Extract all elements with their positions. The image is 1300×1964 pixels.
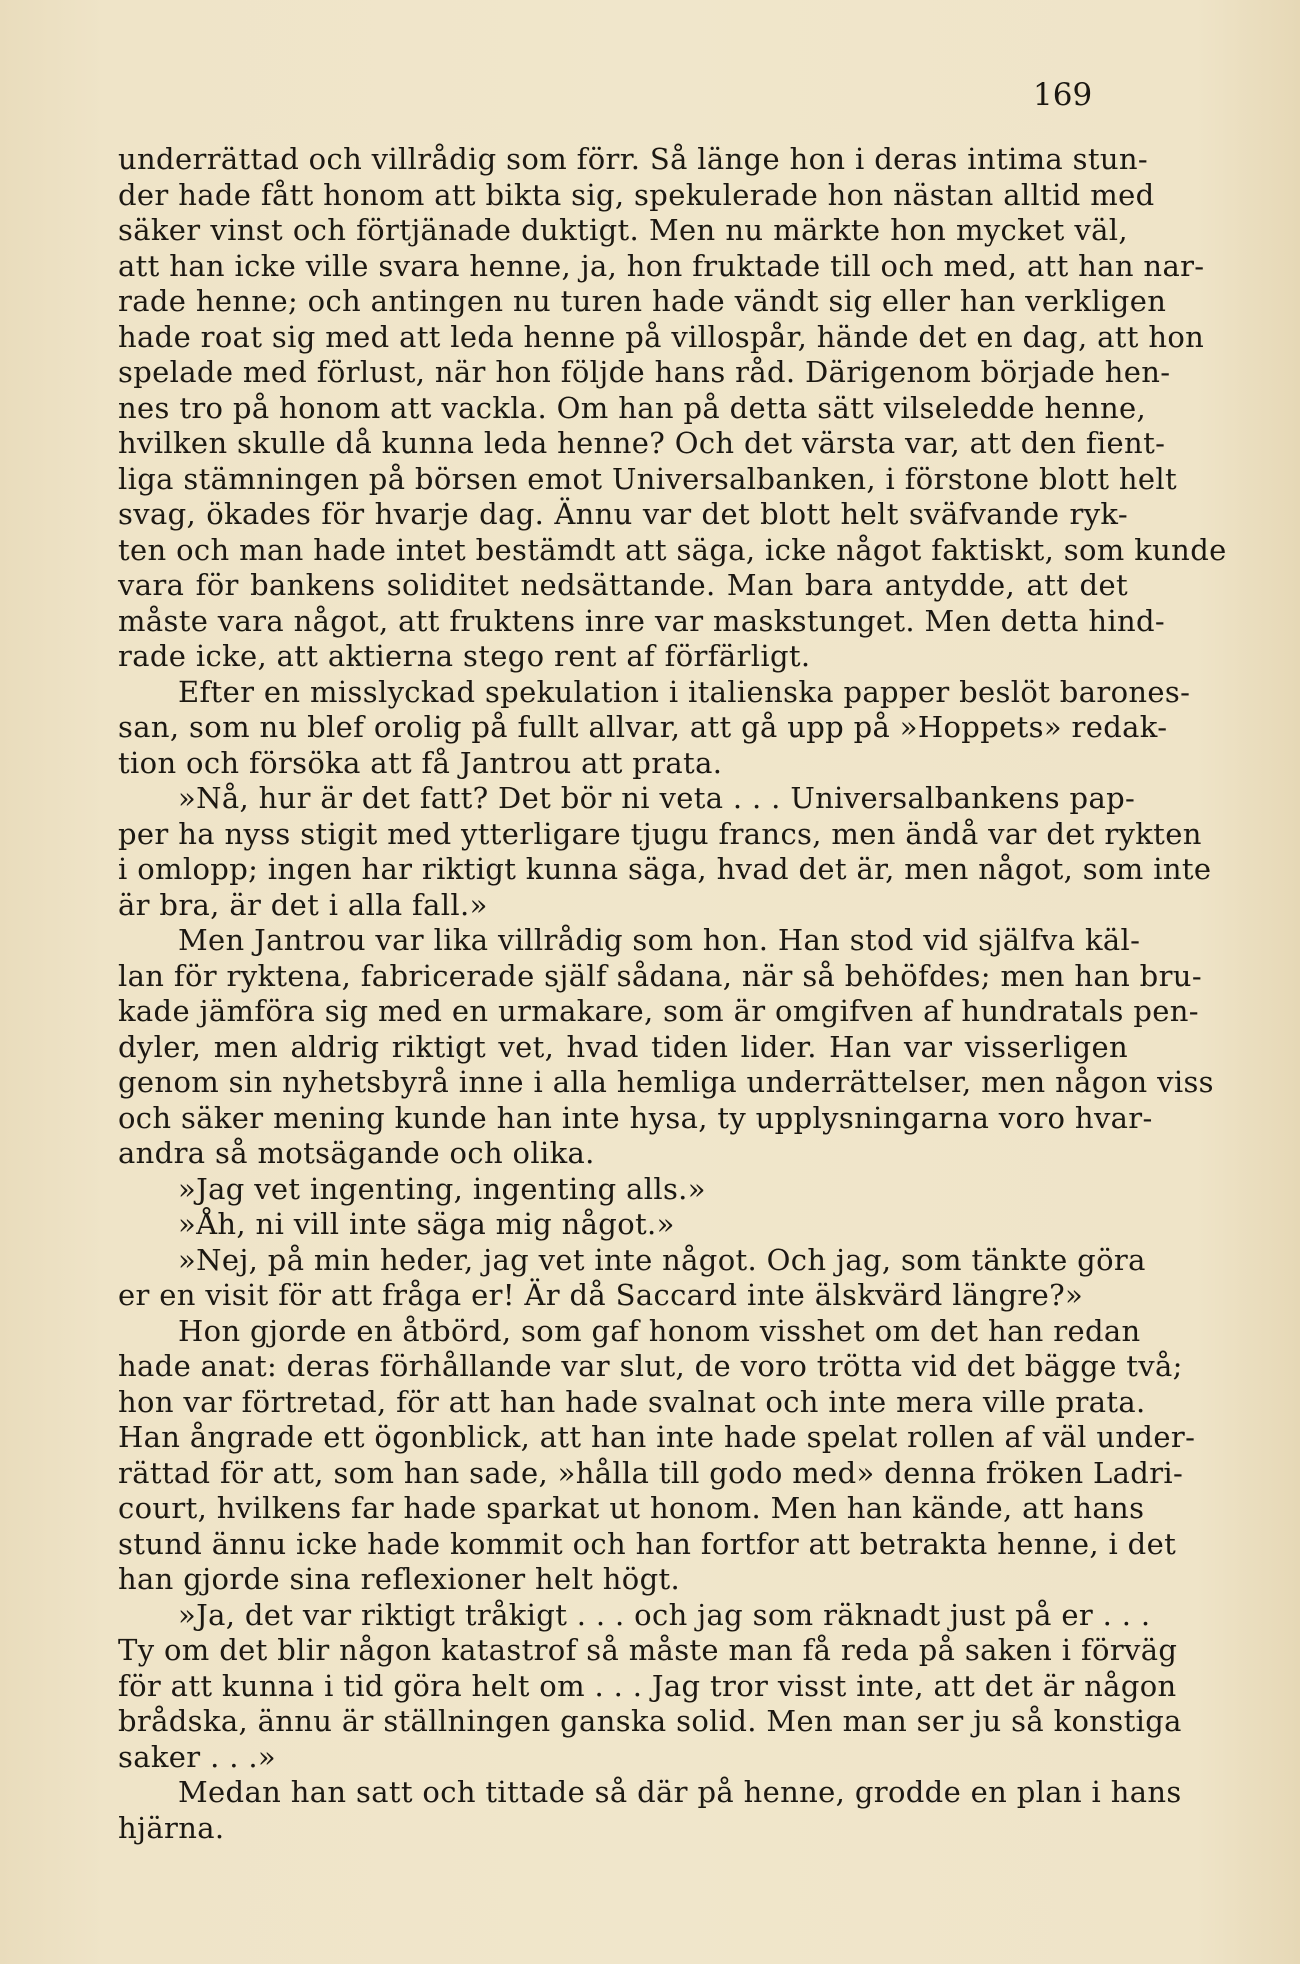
page-body-text xyxy=(118,142,1227,1846)
text-line: »Åh, ni vill inte säga mig något.» xyxy=(178,1207,675,1241)
text-line: per ha nyss stigit med ytterligare tjugu francs, men ändå var det rykten xyxy=(118,816,1202,851)
text-line: rättad för att, som han sade, »hålla till godo med» denna fröken Ladri- xyxy=(118,1455,1184,1490)
text-line: genom sin nyhetsbyrå inne i alla hemliga underrättelser, men någon viss xyxy=(118,1065,1214,1099)
text-line: måste vara något, att fruktens inre var maskstunget. Men detta hind- xyxy=(118,603,1166,638)
text-line: ten och man hade intet bestämdt att säga, icke något faktiskt, som kunde xyxy=(118,532,1227,567)
text-line: hjärna. xyxy=(118,1810,225,1845)
text-line: brådska, ännu är ställningen ganska solid. Men man ser ju så konstiga xyxy=(118,1704,1182,1738)
text-line: hvilken skulle då kunna leda henne? Och det värsta var, att den fient- xyxy=(118,426,1166,460)
text-line: dyler, men aldrig riktigt vet, hvad tiden lider. Han var visserligen xyxy=(118,1029,1128,1064)
text-line: underrättad och villrådig som förr. Så länge hon i deras intima stun- xyxy=(118,142,1149,176)
text-line: der hade fått honom att bikta sig, spekulerade hon nästan alltid med xyxy=(118,177,1155,212)
text-line: hade roat sig med att leda henne på villospår, hände det en dag, att hon xyxy=(118,319,1205,354)
text-line: Efter en misslyckad spekulation i italienska papper beslöt barones- xyxy=(178,674,1191,709)
text-line: svag, ökades för hvarje dag. Ännu var det blott helt sväfvande ryk- xyxy=(118,497,1128,531)
text-line: och säker mening kunde han inte hysa, ty upplysningarna voro hvar- xyxy=(118,1100,1153,1135)
page-number: 169 xyxy=(1033,77,1093,113)
text-line: rade henne; och antingen nu turen hade vändt sig eller han verkligen xyxy=(118,284,1167,318)
text-line: hon var förtretad, för att han hade svalnat och inte mera ville prata. xyxy=(118,1384,1146,1419)
text-line: Han ångrade ett ögonblick, att han inte hade spelat rollen af väl under- xyxy=(118,1420,1196,1454)
text-line: court, hvilkens far hade sparkat ut honom. Men han kände, att hans xyxy=(118,1491,1145,1525)
text-line: »Nej, på min heder, jag vet inte något. Och jag, som tänkte göra xyxy=(178,1242,1146,1277)
text-line: »Ja, det var riktigt tråkigt . . . och jag som räknadt just på er . . . xyxy=(178,1597,1151,1632)
text-line: rade icke, att aktierna stego rent af förfärligt. xyxy=(118,639,811,673)
text-line: hade anat: deras förhållande var slut, de voro trötta vid det bägge två; xyxy=(118,1349,1183,1383)
text-line: tion och försöka att få Jantrou att prata. xyxy=(118,745,723,780)
text-line: saker . . .» xyxy=(118,1739,277,1774)
text-line: vara för bankens soliditet nedsättande. Man bara antydde, att det xyxy=(118,568,1128,602)
text-line: lan för ryktena, fabricerade själf sådana, när så behöfdes; men han bru- xyxy=(118,958,1202,993)
text-line: spelade med förlust, när hon följde hans råd. Därigenom började hen- xyxy=(118,355,1171,389)
text-line: Ty om det blir någon katastrof så måste man få reda på saken i förväg xyxy=(118,1633,1178,1667)
text-line: Medan han satt och tittade så där på henne, grodde en plan i hans xyxy=(178,1775,1182,1809)
text-line: kade jämföra sig med en urmakare, som är omgifven af hundratals pen- xyxy=(118,994,1199,1028)
text-line: säker vinst och förtjänade duktigt. Men nu märkte hon mycket väl, xyxy=(118,213,1128,247)
text-line: er en visit för att fråga er! Är då Saccard inte älskvärd längre?» xyxy=(118,1278,1084,1312)
text-line: liga stämningen på börsen emot Universalbanken, i förstone blott helt xyxy=(118,461,1178,496)
text-line: san, som nu blef orolig på fullt allvar, att gå upp på »Hoppets» redak- xyxy=(118,710,1168,744)
text-line: i omlopp; ingen har riktigt kunna säga, hvad det är, men något, som inte xyxy=(118,852,1212,886)
text-line: Men Jantrou var lika villrådig som hon. Han stod vid själfva käl- xyxy=(178,923,1141,957)
text-line: »Jag vet ingenting, ingenting alls.» xyxy=(178,1171,706,1206)
text-line: han gjorde sina reflexioner helt högt. xyxy=(118,1562,681,1596)
text-line: Hon gjorde en åtbörd, som gaf honom visshet om det han redan xyxy=(178,1313,1141,1348)
text-line: att han icke ville svara henne, ja, hon fruktade till och med, att han nar- xyxy=(118,248,1205,283)
text-line: »Nå, hur är det fatt? Det bör ni veta . . . Universalbankens pap- xyxy=(178,781,1136,815)
text-line: för att kunna i tid göra helt om . . . Jag tror visst inte, att det är någon xyxy=(118,1668,1177,1703)
text-line: nes tro på honom att vackla. Om han på detta sätt vilseledde henne, xyxy=(118,390,1147,425)
text-line: stund ännu icke hade kommit och han fortfor att betrakta henne, i det xyxy=(118,1526,1177,1561)
text-line: andra så motsägande och olika. xyxy=(118,1136,595,1170)
text-line: är bra, är det i alla fall.» xyxy=(118,887,488,922)
